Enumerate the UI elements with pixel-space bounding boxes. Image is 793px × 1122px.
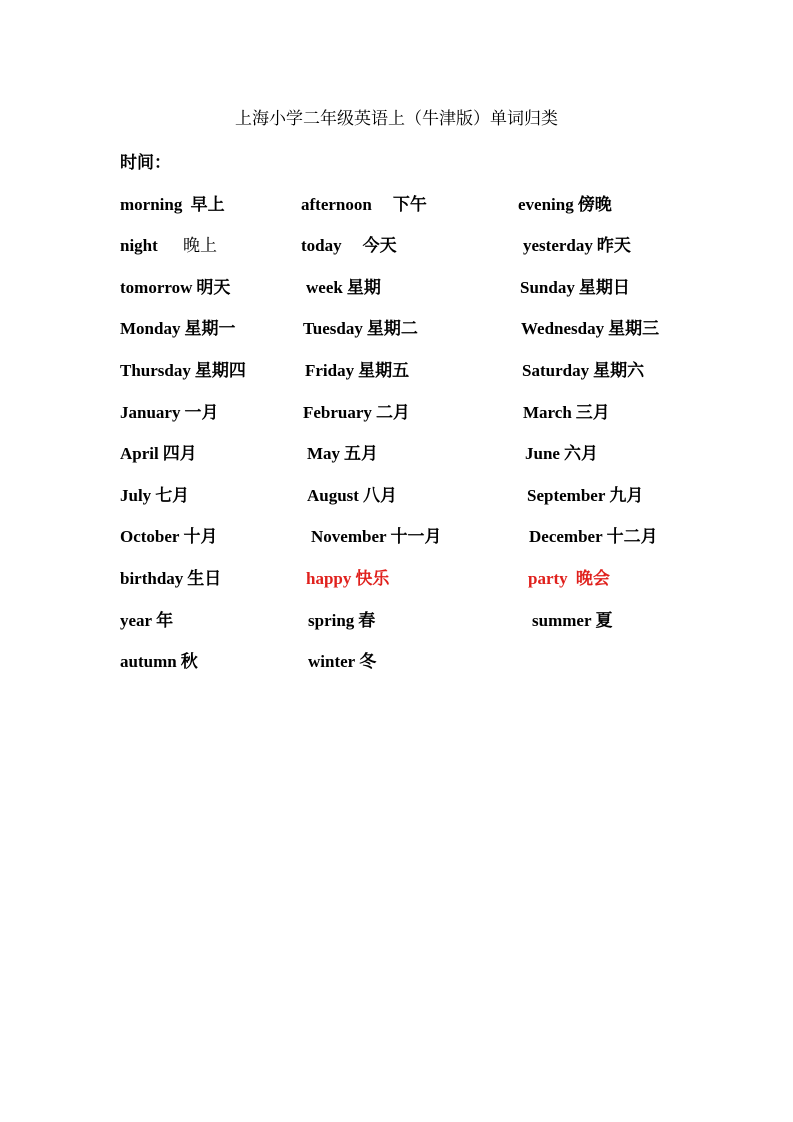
chinese-meaning: 早上 (186, 195, 225, 214)
english-word: birthday (120, 569, 184, 588)
word-entry (307, 481, 397, 506)
chinese-meaning: 春 (358, 611, 376, 630)
word-entry (305, 356, 409, 381)
english-word: yesterday (523, 236, 593, 255)
chinese-meaning: 三月 (575, 403, 610, 422)
english-word: afternoon (301, 195, 372, 214)
chinese-meaning: 二月 (375, 403, 410, 422)
english-word: April (120, 444, 159, 463)
english-word: Tuesday (303, 319, 363, 338)
word-entry-highlighted (306, 564, 389, 589)
english-word: Saturday (522, 361, 590, 380)
chinese-meaning: 晚会 (571, 569, 610, 588)
word-entry (120, 647, 198, 672)
word-entry (306, 273, 381, 298)
english-word: May (307, 444, 341, 463)
english-word: year (120, 611, 153, 630)
chinese-meaning: 七月 (155, 486, 190, 505)
word-entry (308, 606, 375, 631)
english-word: Friday (305, 361, 355, 380)
chinese-meaning: 傍晚 (577, 195, 612, 214)
chinese-meaning: 快乐 (355, 569, 390, 588)
english-word: August (307, 486, 359, 505)
word-entry (120, 481, 189, 506)
word-entry (520, 273, 630, 298)
english-word: February (303, 403, 372, 422)
chinese-meaning: 星期四 (194, 361, 246, 380)
chinese-meaning: 星期 (346, 278, 381, 297)
page-title: 上海小学二年级英语上（牛津版）单词归类 (235, 109, 558, 128)
chinese-meaning: 晚上 (161, 236, 218, 255)
word-entry (532, 606, 612, 631)
english-word: November (311, 527, 387, 546)
word-entry (307, 439, 378, 464)
word-entry (303, 314, 418, 339)
chinese-meaning: 星期五 (358, 361, 410, 380)
english-word: summer (532, 611, 592, 630)
chinese-meaning: 下午 (375, 195, 427, 214)
chinese-meaning: 夏 (595, 611, 613, 630)
word-entry (523, 231, 631, 256)
english-word: today (301, 236, 342, 255)
word-entry (120, 439, 197, 464)
english-word: March (523, 403, 572, 422)
english-word: June (525, 444, 560, 463)
word-entry (523, 398, 610, 423)
english-word: Wednesday (521, 319, 605, 338)
section-heading-time: 时间： (120, 153, 171, 172)
english-word: night (120, 236, 158, 255)
english-word: Monday (120, 319, 181, 338)
word-entry (120, 564, 221, 589)
word-entry (522, 356, 644, 381)
word-entry (529, 522, 658, 547)
english-word: September (527, 486, 606, 505)
chinese-meaning: 四月 (162, 444, 197, 463)
chinese-meaning: 年 (156, 611, 174, 630)
word-entry-highlighted (528, 564, 610, 589)
chinese-meaning: 十月 (183, 527, 218, 546)
word-entry (120, 522, 217, 547)
word-entry (311, 522, 442, 547)
chinese-meaning: 星期一 (184, 319, 236, 338)
english-word: morning (120, 195, 183, 214)
word-entry (120, 398, 218, 423)
english-word: spring (308, 611, 355, 630)
word-entry (120, 606, 173, 631)
chinese-meaning: 一月 (184, 403, 219, 422)
word-entry (303, 398, 410, 423)
word-entry (525, 439, 598, 464)
word-entry (120, 273, 230, 298)
english-word: Sunday (520, 278, 575, 297)
word-entry (527, 481, 643, 506)
word-entry (308, 647, 376, 672)
english-word: autumn (120, 652, 177, 671)
chinese-meaning: 昨天 (596, 236, 631, 255)
chinese-meaning: 明天 (196, 278, 231, 297)
chinese-meaning: 八月 (362, 486, 397, 505)
word-entry (521, 314, 659, 339)
chinese-meaning: 生日 (187, 569, 222, 588)
chinese-meaning: 星期二 (366, 319, 418, 338)
english-word: Thursday (120, 361, 191, 380)
english-word: January (120, 403, 181, 422)
word-entry (518, 190, 612, 215)
chinese-meaning: 星期三 (608, 319, 660, 338)
english-word: tomorrow (120, 278, 193, 297)
english-word: week (306, 278, 343, 297)
word-entry (120, 190, 225, 215)
english-word: happy (306, 569, 352, 588)
chinese-meaning: 秋 (180, 652, 198, 671)
english-word: winter (308, 652, 356, 671)
english-word: December (529, 527, 603, 546)
word-entry (120, 356, 246, 381)
chinese-meaning: 十一月 (390, 527, 442, 546)
chinese-meaning: 五月 (344, 444, 379, 463)
chinese-meaning: 六月 (563, 444, 598, 463)
chinese-meaning: 今天 (345, 236, 397, 255)
english-word: July (120, 486, 152, 505)
word-entry (120, 231, 217, 256)
english-word: evening (518, 195, 574, 214)
chinese-meaning: 星期日 (578, 278, 630, 297)
chinese-meaning: 九月 (609, 486, 644, 505)
word-entry (301, 231, 397, 256)
word-entry (120, 314, 235, 339)
chinese-meaning: 星期六 (593, 361, 645, 380)
chinese-meaning: 冬 (359, 652, 377, 671)
word-entry (301, 190, 427, 215)
chinese-meaning: 十二月 (606, 527, 658, 546)
english-word: party (528, 569, 568, 588)
english-word: October (120, 527, 180, 546)
